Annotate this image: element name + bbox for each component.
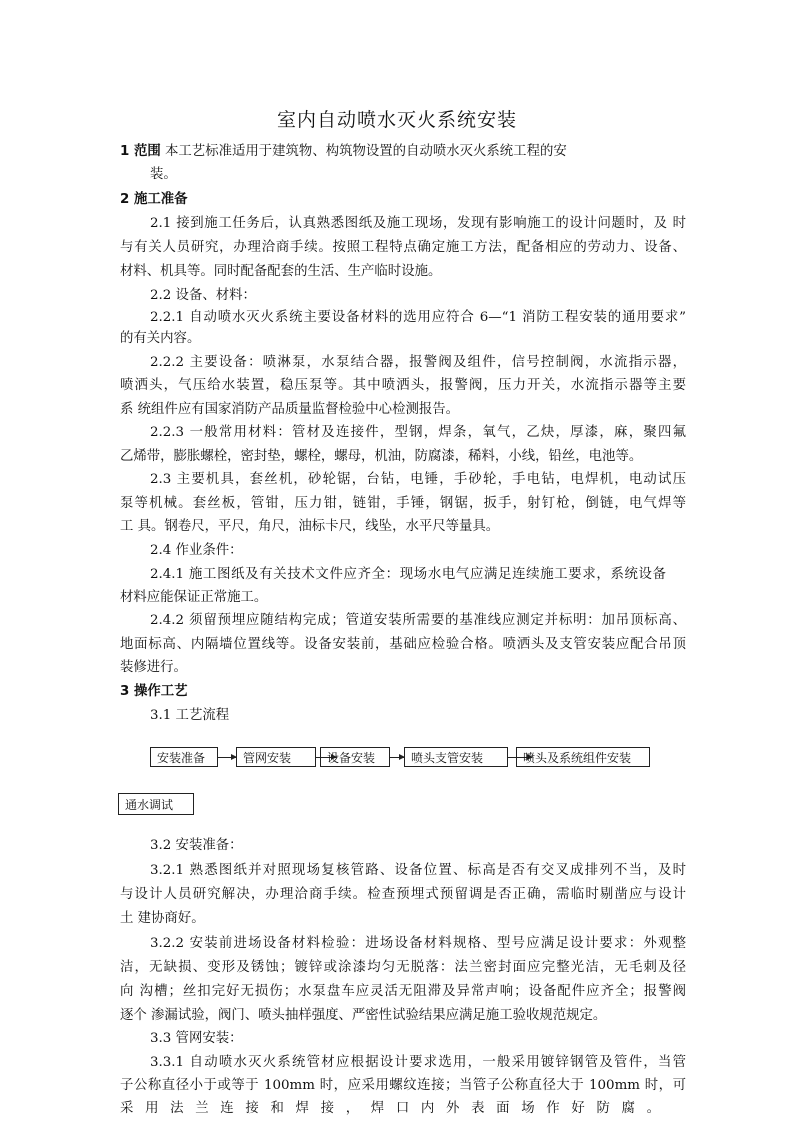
para-3-2: 3.2 安装准备： <box>150 838 243 853</box>
flow-step-sprinkler-components: 喷头及系统组件安装 <box>516 747 650 767</box>
flow-step-sprinkler-branch: 喷头支管安装 <box>404 747 508 767</box>
para-3-3: 3.3 管网安装： <box>150 1031 243 1046</box>
section-1-heading: 1 范围 <box>120 144 161 159</box>
section-2-heading: 2 施工准备 <box>120 192 188 207</box>
flow-step-water-test: 通水调试 <box>118 793 194 815</box>
para-2-4-2-line: 地面标高、内隔墙位置线等。设备安装前，基础应检验合格。喷洒头及支管安装应配合吊顶 <box>120 637 686 652</box>
flow-step-install-prep: 安装准备 <box>150 747 218 767</box>
para-2-2-2-line: 喷洒头，气压给水装置，稳压泵等。其中喷洒头，报警阀，压力开关，水流指示器等主要 <box>120 378 686 393</box>
para-2-4-1-line: 2.4.1 施工图纸及有关技术文件应齐全：现场水电气应满足连续施工要求，系统设备 <box>150 567 666 582</box>
para-2-2: 2.2 设备、材料： <box>150 288 256 303</box>
para-2-1-line: 2.1 接到施工任务后，认真熟悉图纸及施工现场，发现有影响施工的设计问题时，及 时 <box>150 216 686 231</box>
para-3-2-2-line: 逐个 渗漏试验，阀门、喷头抽样强度、严密性试验结果应满足施工验收规范规定。 <box>120 1008 607 1023</box>
para-2-2-1-line: 的有关内容。 <box>120 331 201 346</box>
flow-step-pipe-network: 管网安装 <box>236 747 316 767</box>
para-3-2-1-line: 3.2.1 熟悉图纸并对照现场复核管路、设备位置、标高是否有交叉成排列不当，及时 <box>150 863 686 878</box>
para-3-2-1-line: 土 建协商好。 <box>120 911 205 926</box>
para-2-2-2-line: 系 统组件应有国家消防产品质量监督检验中心检测报告。 <box>120 402 460 417</box>
para-3-2-1-line: 与设计人员研究解决，办理洽商手续。检查预埋式预留调是否正确，需临时剔凿应与设计 <box>120 887 686 902</box>
para-2-4-1-line: 材料应能保证正常施工。 <box>120 590 268 605</box>
para-3-1: 3.1 工艺流程 <box>150 708 230 723</box>
para-3-3-1-line: 子公称直径小于或等于 100mm 时，应采用螺纹连接；当管子公称直径大于 100mm 时，可 <box>120 1078 686 1093</box>
section-3-heading: 3 操作工艺 <box>120 684 188 699</box>
para-2-1-line: 与有关人员研究，办理洽商手续。按照工程特点确定施工方法，配备相应的劳动力、设备、 <box>120 240 686 255</box>
para-2-1-line: 材料、机具等。同时配备配套的生活、生产临时设施。 <box>120 264 442 279</box>
para-3-3-1-line: 3.3.1 自动喷水灭火系统管材应根据设计要求选用，一般采用镀锌钢管及管件，当管 <box>150 1055 686 1070</box>
para-2-3-line: 泵等机械。套丝板，管钳，压力钳，链钳，手锤，钢锯，扳手，射钉枪，倒链，电气焊等 <box>120 496 686 511</box>
para-2-2-3-line: 乙烯带，膨胀螺栓，密封垫，螺栓，螺母，机油，防腐漆，稀料，小线，铅丝，电池等。 <box>120 449 643 464</box>
flow-arrow <box>218 757 236 758</box>
section-1-cont: 装。 <box>150 167 177 182</box>
para-2-4: 2.4 作业条件： <box>150 543 243 558</box>
section-1-text: 本工艺标准适用于建筑物、构筑物设置的自动喷水灭火系统工程的安 <box>165 144 567 159</box>
para-2-3-line: 工 具。钢卷尺，平尺，角尺，油标卡尺，线坠，水平尺等量具。 <box>120 519 500 534</box>
para-3-3-1-line: 采用法兰连接和焊接，焊口内外表面场作好防腐。 <box>120 1101 660 1116</box>
para-2-2-3-line: 2.2.3 一般常用材料：管材及连接件，型钢，焊条，氧气，乙炔，厚漆，麻，聚四氟 <box>150 425 686 440</box>
flow-arrow <box>390 757 404 758</box>
para-2-4-2-line: 装修进行。 <box>120 660 187 675</box>
para-2-3-line: 2.3 主要机具，套丝机，砂轮锯，台钻，电锤，手砂轮，手电钻，电焊机，电动试压 <box>150 472 686 487</box>
section-1-row <box>120 143 567 161</box>
flow-step-equipment: 设备安装 <box>320 747 390 767</box>
para-2-2-2-line: 2.2.2 主要设备：喷淋泵，水泵结合器，报警阀及组件，信号控制阀，水流指示器， <box>150 355 686 370</box>
page-title: 室内自动喷水灭火系统安装 <box>276 109 517 131</box>
para-2-2-1-line: 2.2.1 自动喷水灭火系统主要设备材料的选用应符合 6—“1 消防工程安装的通用要求” <box>150 310 686 325</box>
para-2-4-2-line: 2.4.2 须留预埋应随结构完成；管道安装所需要的基准线应测定并标明：加吊顶标高、 <box>150 613 686 628</box>
para-3-2-2-line: 洁，无缺损、变形及锈蚀；镀锌或涂漆均匀无脱落：法兰密封面应完整光洁，无毛刺及径 <box>120 960 686 975</box>
para-3-2-2-line: 向 沟槽；丝扣完好无损伤；水泵盘车应灵活无阻滞及异常声响；设备配件应齐全；报警阀 <box>120 984 686 999</box>
para-3-2-2-line: 3.2.2 安装前进场设备材料检验：进场设备材料规格、型号应满足设计要求：外观整 <box>150 936 686 951</box>
